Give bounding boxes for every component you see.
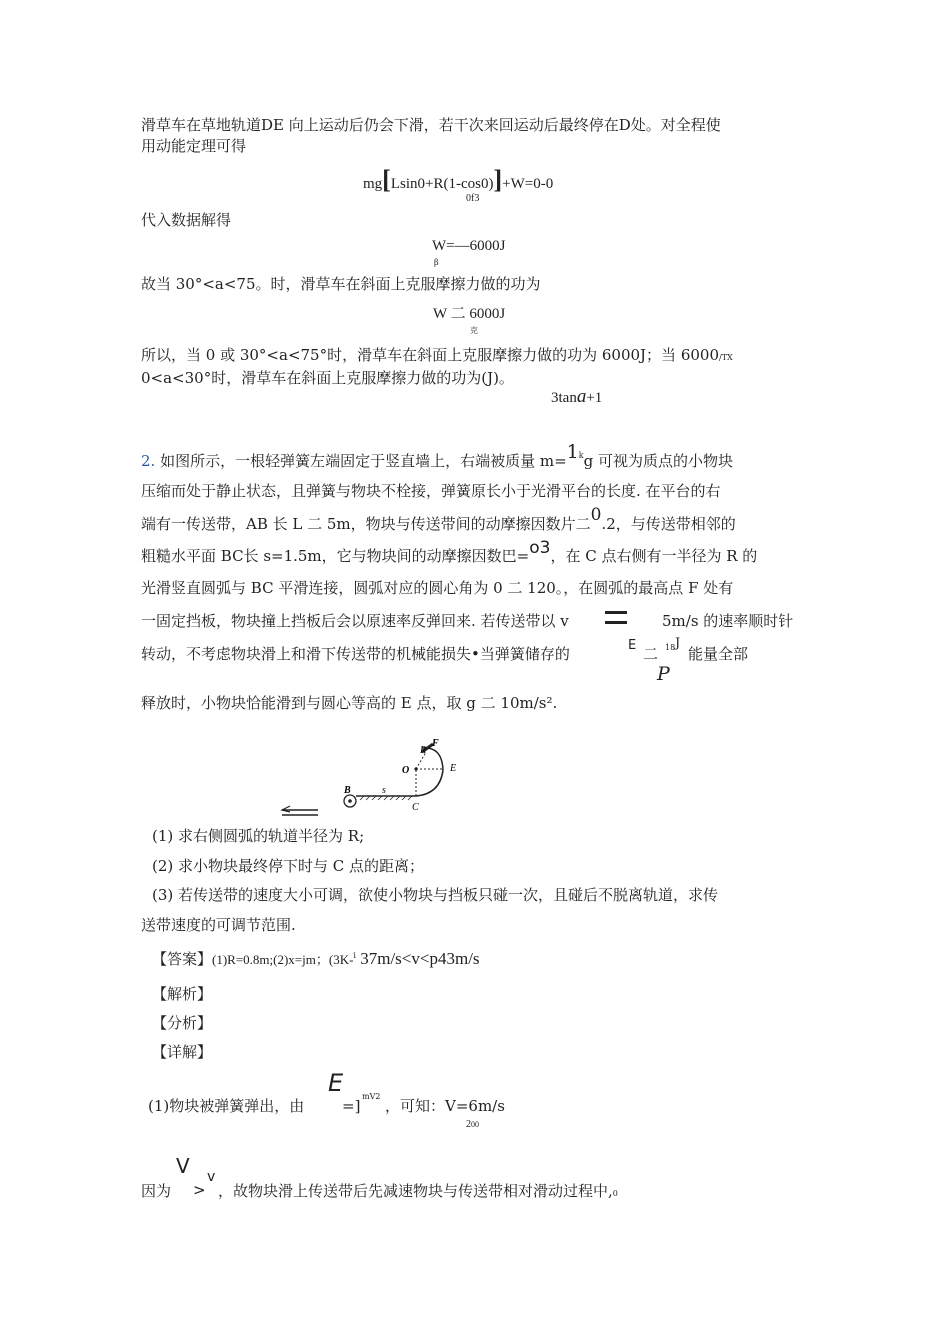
problem-line: [141, 441, 733, 471]
gt-symbol: >: [193, 1181, 206, 1199]
problem-line: 光滑竖直圆弧与 BC 平滑连接，圆弧对应的圆心角为 0 二 120。，在圆弧的最高点 F 处有: [141, 579, 734, 597]
eq-subscript: 克: [470, 326, 478, 335]
line-text: g 可视为质点的小物块: [583, 452, 733, 470]
unit-j: J: [675, 636, 681, 651]
label-s: s: [382, 785, 386, 796]
problem-line: 压缩而处于静止状态，且弹簧与物块不栓接，弹簧原长小于光滑平台的长度. 在平台的右: [141, 482, 721, 500]
superscript: 0: [590, 505, 602, 525]
line-text: ，在 C 点右侧有一半径为 R 的: [550, 547, 758, 565]
problem-number: 2.: [141, 452, 156, 470]
line-text: .2，与传送带相邻的: [601, 515, 736, 533]
detail-line: [218, 1181, 618, 1201]
fraction-denominator: [551, 387, 602, 408]
alpha-symbol: a: [576, 386, 587, 407]
line-text: 所以，当 0 或 30°<a<75°时，滑草车在斜面上克服摩擦力做的功为 6000J；当 6000: [141, 346, 720, 364]
superscript: k: [578, 451, 584, 460]
v-symbol: V: [176, 1154, 190, 1178]
question-3: (3) 若传送带的速度大小可调，欲使小物块与挡板只碰一次，且碰后不脱离轨道，求传: [152, 886, 719, 904]
bracket-close: ]: [493, 165, 503, 194]
eq-subscript: 0f3: [466, 193, 480, 204]
question-1: (1) 求右侧圆弧的轨道半径为 R;: [152, 827, 365, 845]
problem-line: [141, 505, 736, 534]
question-2: (2) 求小物块最终停下时与 C 点的距离；: [152, 857, 425, 875]
text-line: 0<a<30°时，滑草车在斜面上克服摩擦力做的功为(J)。: [141, 369, 514, 387]
energy-symbol: E: [628, 638, 637, 653]
superscript: 1: [566, 441, 579, 463]
analysis-tag: 【解析】: [152, 985, 213, 1003]
energy-symbol: E: [328, 1069, 344, 1097]
center-o: [414, 767, 417, 770]
line-text: 端有一传送带，AB 长 L 二 5m，物块与传送带间的动摩擦因数片二: [141, 515, 591, 533]
answer-line: [152, 949, 480, 970]
p-symbol: P: [657, 663, 670, 685]
answer-tag: 【答案】: [152, 950, 213, 968]
superscript: o3: [529, 538, 551, 558]
sub-00: 00: [471, 1120, 479, 1129]
text-line: 滑草车在草地轨道DE 向上运动后仍会下滑，若干次来回运动后最终停在D处。对全程使: [141, 116, 721, 134]
label-c: C: [412, 802, 419, 813]
detail-line: 因为: [141, 1182, 172, 1200]
energy-value: 18: [665, 643, 676, 652]
text-line: [141, 345, 733, 365]
superscript: i: [353, 951, 356, 960]
v-small-symbol: v: [207, 1169, 216, 1185]
line-text: ，故物块滑上传送带后先减速物块与传送带相对滑动过程中,: [218, 1182, 613, 1200]
equation-work: W=—6000J: [432, 238, 506, 254]
superscript: mV2: [362, 1092, 381, 1101]
label-e: E: [450, 763, 457, 774]
label-r: R: [420, 745, 427, 756]
detail-line: (1)物块被弹簧弹出，由: [148, 1097, 305, 1115]
roller-center: [348, 799, 352, 803]
question-3-cont: 送带速度的可调节范围.: [141, 916, 296, 934]
equals-sign: 二: [643, 645, 659, 663]
eq-right: +W=0-0: [502, 176, 554, 192]
problem-line: 释放时，小物块恰能滑到与圆心等高的 E 点，取 g 二 10m/s².: [141, 694, 558, 712]
answer-part2: 37m/s<v<p43m/s: [355, 949, 480, 968]
line-text: 粗糙水平面 BC长 s=1.5m，它与物块间的动摩擦因数巴=: [141, 547, 530, 565]
problem-line: 能量全部: [688, 645, 749, 663]
subscript: [466, 1119, 479, 1131]
equals-bar: [605, 611, 627, 614]
fenxi-tag: 【分析】: [152, 1014, 213, 1032]
physics-diagram: [270, 738, 470, 820]
line-text: 一固定挡板，物块撞上挡板后会以原速率反弹回来. 若传送带以 v: [141, 612, 569, 630]
answer-part1: (1)R=0.8m;(2)x=jm；(3K-: [212, 952, 354, 967]
detail-line: ，可知：V=6m/s: [385, 1097, 505, 1115]
arrow-head: [282, 806, 290, 812]
problem-line: [141, 611, 569, 631]
problem-line: 5m/s 的速率顺时针: [662, 612, 794, 630]
equation-energy: [363, 167, 553, 194]
subscript: /TX: [719, 353, 733, 362]
denom-tail: +1: [586, 390, 603, 406]
problem-line: [141, 538, 758, 566]
subscript: 0: [612, 1189, 618, 1198]
denom-text: 3tan: [551, 390, 577, 406]
problem-line: 转动，不考虑物块滑上和滑下传送带的机械能损失•当弹簧储存的: [141, 645, 570, 663]
equals-bar: [605, 621, 627, 624]
line-text: 如图所示，一根轻弹簧左端固定于竖直墙上，右端被质量 m=: [155, 452, 567, 470]
label-b: B: [344, 785, 351, 796]
text-line: 故当 30°<a<75。时，滑草车在斜面上克服摩擦力做的功为: [141, 275, 541, 293]
bracket-open: [: [382, 165, 391, 194]
detail-tag: 【详解】: [152, 1043, 213, 1061]
eq-mid: Lsin0+R(1-cos0): [390, 176, 494, 192]
eq-subscript: β: [434, 258, 439, 267]
label-o: O: [402, 765, 410, 776]
eq-left: mg: [363, 176, 383, 192]
equation-part: =]: [342, 1097, 361, 1115]
sub-2: 2: [466, 1119, 471, 1130]
text-line: 用动能定理可得: [141, 137, 247, 155]
equation-work-result: W 二 6000J: [433, 306, 506, 322]
label-f: F: [432, 738, 439, 749]
text-line: 代入数据解得: [141, 211, 232, 229]
